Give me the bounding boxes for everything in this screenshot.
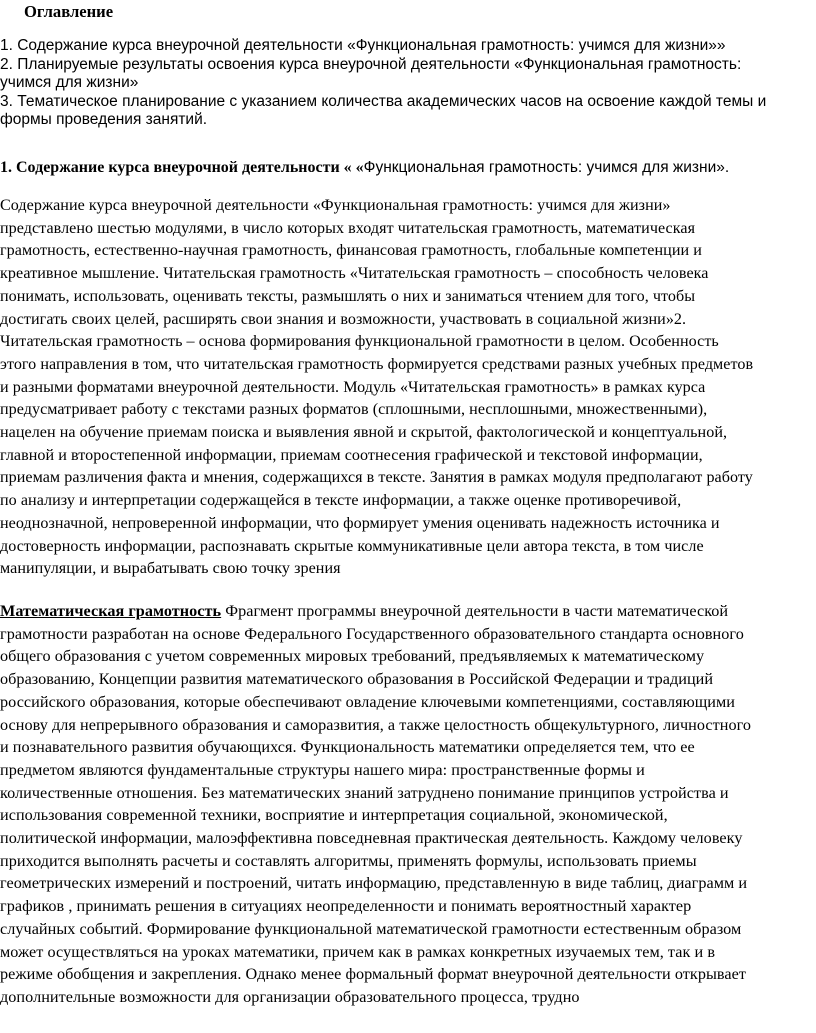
section-1-heading-rest: Функциональная грамотность: учимся для жизни».	[363, 159, 730, 176]
math-literacy-title: Математическая грамотность	[0, 602, 222, 620]
text-line: нацелен на обучение приемам поиска и выявления явной и скрытой, фактологической и концептуальной,	[0, 424, 728, 442]
text-line: приемам различения факта и мнения, содержащихся в тексте. Занятия в рамках модуля предполагают работу	[0, 469, 753, 487]
text-line: предусматривает работу с текстами разных форматов (сплошными, несплошными, множественными),	[0, 401, 708, 419]
text-line: главной и второстепенной информации, приемам соотнесения графической и текстовой информации,	[0, 446, 703, 464]
text-line: приходится выполнять расчеты и составлять алгоритмы, применять формулы, использовать приемы	[0, 851, 697, 870]
toc-item: учимся для жизни»	[0, 74, 139, 92]
text-line: может осуществляться на уроках математики, причем как в рамках конкретных изучаемых тем, так и в	[0, 942, 716, 961]
text-line: политической информации, малоэффективна повседневная практическая деятельность. Каждому человеку	[0, 829, 743, 848]
section-1-heading-bold: 1. Содержание курса внеурочной деятельности « «	[0, 159, 364, 176]
text-line: дополнительные возможности для организации образовательного процесса, трудно	[0, 987, 580, 1006]
text-line: грамотности разработан на основе Федерального Государственного образовательного стандарта основного	[0, 624, 744, 643]
text-line: достоверность информации, распознавать скрытые коммуникативные цели автора текста, в том числе	[0, 537, 704, 555]
toc-item: формы проведения занятий.	[0, 111, 208, 129]
text-line: геометрических измерений и построений, читать информацию, представленную в виде таблиц, диаграмм и	[0, 874, 748, 893]
text-line: Содержание курса внеурочной деятельности «Функциональная грамотность: учимся для жизни»	[0, 197, 671, 214]
toc-item: 2. Планируемые результаты освоения курса внеурочной деятельности «Функциональная грамотность:	[0, 55, 742, 73]
text-line: достигать своих целей, расширять свои знания и возможности, участвовать в социальной жизни»2.	[0, 310, 687, 328]
text-line: российского образования, которые обеспечивают овладение ключевыми компетенциями, составляющими	[0, 692, 735, 711]
text-line: этого направления в том, что читательская грамотность формируется средствами разных учебных предметов	[0, 355, 754, 373]
math-first-line-rest: Фрагмент программы внеурочной деятельности в части математической	[221, 602, 729, 620]
text-line: предметом являются фундаментальные структуры нашего мира: пространственные формы и	[0, 760, 645, 779]
text-line: и познавательного развития обучающихся. Функциональность математики определяется тем, что ее	[0, 738, 695, 757]
text-line: Читательская грамотность – основа формирования функциональной грамотности в целом. Особенность	[0, 333, 719, 351]
text-line: количественные отношения. Без математических знаний затруднено понимание принципов устройства и	[0, 783, 729, 802]
text-line: креативное мышление. Читательская грамотность «Читательская грамотность – способность человека	[0, 265, 709, 283]
text-line: неоднозначной, непроверенной информации, что формирует умения оценивать надежность источника и	[0, 514, 720, 532]
text-line: образованию, Концепции развития математического образования в Российской Федерации и традиций	[0, 670, 714, 689]
toc-item: 3. Тематическое планирование с указанием количества академических часов на освоение каждой темы и	[0, 92, 767, 110]
text-line: основу для непрерывного образования и саморазвития, а также целостность общекультурного, личностного	[0, 715, 752, 734]
text-line: использования современной техники, восприятие и интерпретация социальной, экономической,	[0, 806, 668, 825]
text-line: грамотность, естественно-научная грамотность, финансовая грамотность, глобальные компетенции и	[0, 242, 702, 260]
text-line: общего образования с учетом современных мировых требований, предъявляемых к математическому	[0, 647, 705, 666]
toc-item: 1. Содержание курса внеурочной деятельности «Функциональная грамотность: учимся для жизни»»	[0, 37, 726, 54]
text-line: графиков , принимать решения в ситуациях неопределенности и понимать вероятностный характер	[0, 897, 692, 916]
text-line: случайных событий. Формирование функциональной математической грамотности естественным образом	[0, 919, 742, 938]
text-line: режиме обобщения и закрепления. Однако менее формальный формат внеурочной деятельности открывает	[0, 965, 746, 984]
section-1-heading	[0, 158, 816, 178]
math-literacy-paragraph	[0, 600, 808, 1009]
text-line: манипуляции, и вырабатывать свою точку зрения	[0, 560, 341, 578]
text-line	[0, 600, 808, 623]
toc-title: Оглавление	[24, 2, 114, 21]
text-line: по анализу и интерпретации содержащейся в тексте информации, а также оценке противоречивой,	[0, 492, 682, 510]
text-line: и разными форматами внеурочной деятельности. Модуль «Читательская грамотность» в рамках курса	[0, 378, 706, 396]
reading-literacy-paragraph	[0, 195, 808, 581]
text-line: понимать, использовать, оценивать тексты, размышлять о них и заниматься чтением для того, чтобы	[0, 287, 696, 305]
text-line: представлено шестью модулями, в число которых входят читательская грамотность, математическая	[0, 219, 696, 237]
toc-list	[0, 37, 816, 130]
